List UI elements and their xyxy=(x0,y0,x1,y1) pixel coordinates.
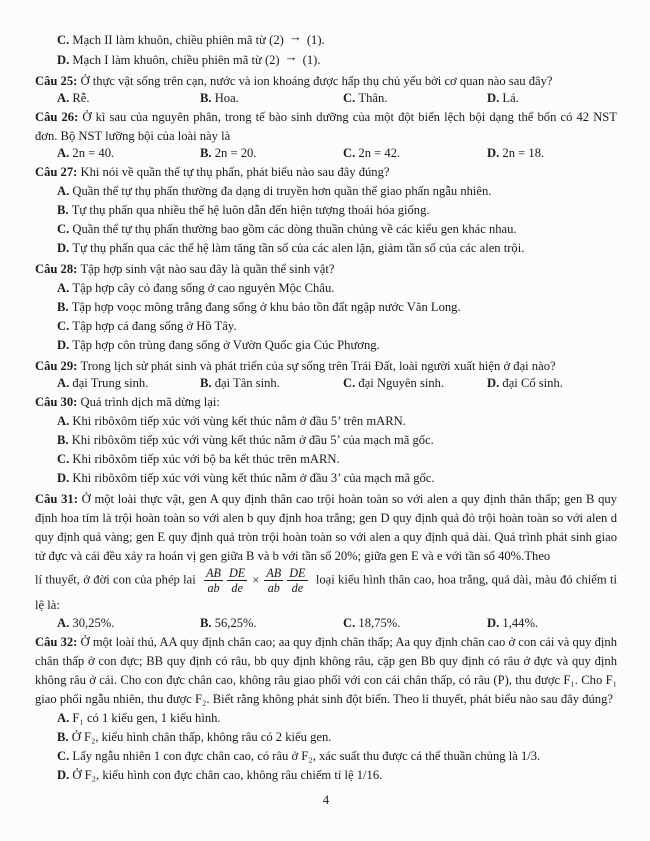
fraction xyxy=(287,566,307,595)
option-letter: B. xyxy=(57,300,72,314)
option-letter: D. xyxy=(57,768,73,783)
option-text: 56,25%. xyxy=(214,616,257,631)
option-text: Lá. xyxy=(502,91,519,105)
fraction xyxy=(264,566,283,595)
question xyxy=(35,633,617,785)
question-stem: Câu 25: Ở thực vật sống trên cạn, nước và ion khoáng được hấp thụ chủ yếu bởi cơ quan nào sau đây? xyxy=(35,74,553,88)
option xyxy=(343,376,487,391)
option-letter: C. xyxy=(57,222,73,236)
option-text: Rễ. xyxy=(72,91,90,105)
fraction-denominator: ab xyxy=(207,581,220,596)
option xyxy=(35,728,617,747)
fraction-denominator: de xyxy=(291,581,304,596)
option-letter: D. xyxy=(487,376,503,390)
question-label: Câu 32: xyxy=(35,635,81,650)
option xyxy=(35,317,617,336)
option-letter: B. xyxy=(200,616,215,631)
multiplication-sign: × xyxy=(252,573,260,588)
fraction-numerator: DE xyxy=(229,566,246,580)
option xyxy=(200,616,343,631)
option-letter: A. xyxy=(57,91,73,105)
question-stem: Câu 32: Ở một loài thú, AA quy định chân cao; aa quy định chân thấp; Aa quy định chân cao ở con cái và quy định chân thấp ở con đực; BB quy định có râu, bb quy định không râu, cặp gen Bb quy định có râu ở đực và quy định không râu ở cái. Cho con đực chân cao, không râu giao phối với con cái chân thấp, có râu (P), thu được F₁. Cho F₁ giao phối ngẫu nhiên, thu được F₂. Biết rằng không phát sinh đột biến. Theo lí thuyết, phát biểu nào sau đây đúng? xyxy=(35,635,618,707)
options-row xyxy=(35,146,617,161)
option-text: Hoa. xyxy=(214,91,239,105)
option-letter: D. xyxy=(487,616,503,631)
question xyxy=(35,72,617,106)
option-text: Khi ribôxôm tiếp xúc với vùng kết thúc nằm ở đầu 5’ của mạch mã gốc. xyxy=(71,433,434,447)
option-letter: B. xyxy=(200,91,215,105)
option xyxy=(35,30,617,50)
option-text: 30,25%. xyxy=(72,616,115,631)
option-letter: A. xyxy=(57,146,73,160)
question-stem: Câu 28: Tập hợp sinh vật nào sau đây là quần thể sinh vật? xyxy=(35,262,335,276)
option-text: Khi ribôxôm tiếp xúc với vùng kết thúc nằm ở đầu 3’ của mạch mã gốc. xyxy=(72,471,435,485)
option-text: 2n = 40. xyxy=(72,146,115,160)
question-label: Câu 27: xyxy=(35,165,81,179)
option-letter: D. xyxy=(487,91,503,105)
option xyxy=(487,616,617,631)
question-stem: Câu 29: Trong lịch sử phát sinh và phát triển của sự sống trên Trái Đất, loài người xuất hiện ở đại nào? xyxy=(35,359,556,373)
question xyxy=(35,393,617,488)
question xyxy=(35,108,617,161)
option xyxy=(35,279,617,298)
options-row xyxy=(35,91,617,106)
option-letter: C. xyxy=(343,91,359,105)
option xyxy=(35,239,617,258)
question-label: Câu 30: xyxy=(35,395,81,409)
option-letter: A. xyxy=(57,414,73,428)
option-text: (1). xyxy=(302,53,321,67)
option-letter: B. xyxy=(200,376,215,390)
question-stem-expression: lí thuyết, ở đời con của phép lai $\frac{AB}{ab}$ $\frac{DE}{de}$ × $\frac{AB}{ab}$ $\frac{DE}{de}$ loại kiểu hình thân cao, hoa trắng, quả dài, màu đỏ chiếm tỉ lệ là: xyxy=(35,566,618,613)
option xyxy=(343,616,487,631)
option-text: Quần thể tự thụ phấn thường đa dạng di truyền hơn quần thể giao phấn ngẫu nhiên. xyxy=(72,184,492,198)
option xyxy=(200,376,343,391)
question-label: Câu 26: xyxy=(35,110,83,124)
option xyxy=(57,146,200,161)
option xyxy=(487,146,617,161)
question-label: Câu 28: xyxy=(35,262,81,276)
option-text: Mạch II làm khuôn, chiều phiên mã từ (2) xyxy=(72,33,284,47)
option-text: Ở F₂, kiểu hình chân thấp, không râu có 2 kiểu gen. xyxy=(71,730,332,745)
option-text: đại Cổ sinh. xyxy=(502,376,563,390)
option-text: đại Trung sinh. xyxy=(72,376,149,390)
option xyxy=(57,91,200,106)
fraction-numerator: DE xyxy=(289,566,306,580)
question-label: Câu 31: xyxy=(35,492,82,506)
fraction-denominator: de xyxy=(231,581,243,596)
option xyxy=(35,469,617,488)
option xyxy=(343,91,487,106)
question-label: Câu 25: xyxy=(35,74,81,88)
option-letter: A. xyxy=(57,376,73,390)
right-arrow-icon: → xyxy=(288,29,302,44)
option-letter: C. xyxy=(57,452,73,466)
option-letter: D. xyxy=(57,53,73,67)
option-text: 2n = 18. xyxy=(502,146,545,160)
question xyxy=(35,357,617,391)
right-arrow-icon: → xyxy=(284,49,298,64)
option-text: đại Nguyên sinh. xyxy=(358,376,445,390)
fraction-numerator: AB xyxy=(206,566,221,580)
option-text: Tập hợp côn trùng đang sống ở Vườn Quốc gia Cúc Phương. xyxy=(72,338,380,352)
option-letter: A. xyxy=(57,616,73,631)
option xyxy=(35,412,617,431)
question-stem: Câu 26: Ở kì sau của nguyên phân, trong tế bào sinh dưỡng của một đột biến lệch bội dạng thể bốn có 42 NST đơn. Bộ NST lưỡng bội của loài này là xyxy=(35,110,617,143)
option-text: Ở F₂, kiểu hình con đực chân cao, không râu chiếm tỉ lệ 1/16. xyxy=(72,768,383,783)
option xyxy=(35,182,617,201)
option-text: Tự thụ phấn qua các thế hệ làm tăng tần số của các alen lặn, giảm tần số của các alen trội. xyxy=(72,241,525,255)
options-row xyxy=(35,616,617,631)
option-letter: A. xyxy=(57,711,73,726)
option-text: Khi ribôxôm tiếp xúc với vùng kết thúc nằm ở đầu 5’ trên mARN. xyxy=(72,414,406,428)
option-letter: D. xyxy=(57,338,73,352)
fraction xyxy=(204,566,223,595)
page-number: 4 xyxy=(322,793,330,808)
option-letter: B. xyxy=(57,730,72,745)
fraction xyxy=(227,566,247,595)
option-text: Quần thể tự thụ phấn thường bao gồm các dòng thuần chủng về các kiểu gen khác nhau. xyxy=(72,222,517,236)
question-stem: Câu 27: Khi nói về quần thể tự thụ phấn, phát biểu nào sau đây đúng? xyxy=(35,165,390,179)
option xyxy=(343,146,487,161)
question-label: Câu 29: xyxy=(35,359,81,373)
option-letter: C. xyxy=(57,749,73,764)
option-letter: D. xyxy=(57,471,73,485)
option-text: Tập hợp cây cỏ đang sống ở cao nguyên Mộc Châu. xyxy=(72,281,335,295)
option xyxy=(35,50,617,70)
option-letter: D. xyxy=(57,241,73,255)
option xyxy=(200,146,343,161)
option-letter: B. xyxy=(57,203,72,217)
option-text: Tập hợp cá đang sống ở Hồ Tây. xyxy=(72,319,237,333)
option-letter: C. xyxy=(57,319,73,333)
option-letter: B. xyxy=(200,146,215,160)
question xyxy=(35,260,617,355)
option xyxy=(35,709,617,728)
option xyxy=(487,376,617,391)
option-text: đại Tân sinh. xyxy=(214,376,280,390)
fraction-numerator: AB xyxy=(266,566,282,580)
option xyxy=(35,298,617,317)
question-stem: Câu 30: Quá trình dịch mã dừng lại: xyxy=(35,395,220,409)
option-letter: A. xyxy=(57,184,73,198)
option-letter: C. xyxy=(343,146,359,160)
option-text: F₁ có 1 kiểu gen, 1 kiểu hình. xyxy=(72,711,221,726)
exam-content xyxy=(35,30,617,785)
option xyxy=(35,766,617,785)
option-text: 18,75%. xyxy=(358,616,401,631)
option xyxy=(200,91,343,106)
option xyxy=(35,220,617,239)
option xyxy=(35,201,617,220)
option-letter: A. xyxy=(57,281,73,295)
option xyxy=(35,747,617,766)
option-text: Mạch I làm khuôn, chiều phiên mã từ (2) xyxy=(72,53,280,67)
cross-expression xyxy=(202,566,309,595)
options-row xyxy=(35,376,617,391)
question-stem: Câu 31: Ở một loài thực vật, gen A quy định thân cao trội hoàn toàn so với alen a quy định thân thấp; gen B quy định hoa tím là trội hoàn toàn so với alen b quy định hoa trắng; gen D quy định quả đỏ trội hoàn toàn so với alen d quy định quả vàng; gen E quy định quả tròn trội hoàn toàn so với alen a quy định quả dài. Quá trình phát sinh giao tử đực và cái đều xảy ra hoán vị gen giữa B và b với tần số 20%; giữa gen E và e với tần số 40%.Theo xyxy=(35,492,617,563)
option-text: Tập hợp voọc mông trắng đang sống ở khu bảo tồn đất ngập nước Văn Long. xyxy=(71,300,461,314)
option-letter: C. xyxy=(343,376,359,390)
option-letter: C. xyxy=(57,33,73,47)
option xyxy=(57,616,200,631)
question xyxy=(35,490,617,631)
option-text: Tự thụ phấn qua nhiều thế hệ luôn dẫn đến hiện tượng thoái hóa giống. xyxy=(71,203,430,217)
fraction-denominator: ab xyxy=(267,581,280,596)
option-letter: C. xyxy=(343,616,359,631)
option xyxy=(57,376,200,391)
option-text: 2n = 20. xyxy=(214,146,257,160)
option-text: Lấy ngẫu nhiên 1 con đực chân cao, có râu ở F₂, xác suất thu được cá thể thuần chủng là 1/3. xyxy=(72,749,541,764)
option xyxy=(35,450,617,469)
option-text: Khi ribôxôm tiếp xúc với bộ ba kết thúc trên mARN. xyxy=(72,452,340,466)
option-text: 1,44%. xyxy=(502,616,539,631)
option xyxy=(35,336,617,355)
option xyxy=(35,431,617,450)
option-text: 2n = 42. xyxy=(358,146,401,160)
option-text: Thân. xyxy=(358,91,388,105)
option xyxy=(487,91,617,106)
question xyxy=(35,163,617,258)
option-letter: D. xyxy=(487,146,503,160)
option-text: (1). xyxy=(306,33,325,47)
option-letter: B. xyxy=(57,433,72,447)
